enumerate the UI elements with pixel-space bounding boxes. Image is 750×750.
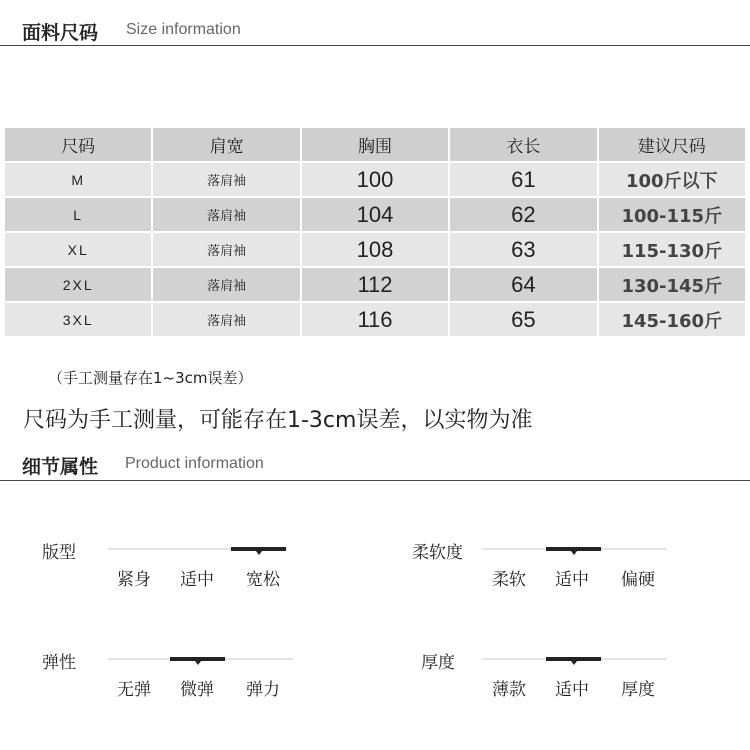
cell-shoulder: 落肩袖 <box>153 303 299 336</box>
table-row <box>5 233 745 266</box>
cell-chest: 100 <box>302 163 448 196</box>
attribute-label: 版型 <box>42 543 76 563</box>
product-section-subtitle: Product information <box>125 455 264 472</box>
table-row <box>5 163 745 196</box>
header-length: 衣长 <box>450 128 596 161</box>
cell-chest: 116 <box>302 303 448 336</box>
product-section-divider <box>0 480 750 481</box>
cell-shoulder: 落肩袖 <box>153 198 299 231</box>
cell-length: 63 <box>450 233 596 266</box>
attribute-selected-marker <box>546 657 601 661</box>
attribute-option: 弹力 <box>246 680 280 700</box>
size-section-header <box>0 0 750 46</box>
attribute-option: 厚度 <box>621 680 655 700</box>
size-table <box>3 126 747 338</box>
attribute-option: 适中 <box>555 570 589 590</box>
product-section-header <box>0 448 750 482</box>
attribute-selected-marker <box>546 547 601 551</box>
cell-chest: 112 <box>302 268 448 301</box>
size-section-subtitle: Size information <box>126 21 241 38</box>
attribute-elasticity <box>42 648 322 708</box>
header-shoulder: 肩宽 <box>153 128 299 161</box>
cell-size: 3XL <box>5 303 151 336</box>
cell-recommend: 130-145斤 <box>599 268 745 301</box>
cell-shoulder: 落肩袖 <box>153 268 299 301</box>
cell-recommend: 100斤以下 <box>599 163 745 196</box>
attribute-option: 无弹 <box>117 680 151 700</box>
table-row <box>5 268 745 301</box>
cell-length: 62 <box>450 198 596 231</box>
measurement-note-big: 尺码为手工测量，可能存在1-3cm误差，以实物为准 <box>23 408 533 433</box>
table-row <box>5 198 745 231</box>
cell-length: 65 <box>450 303 596 336</box>
size-section-title: 面料尺码 <box>22 22 99 44</box>
cell-recommend: 115-130斤 <box>599 233 745 266</box>
cell-chest: 108 <box>302 233 448 266</box>
header-recommend: 建议尺码 <box>599 128 745 161</box>
attribute-softness <box>412 538 692 598</box>
attribute-option: 偏硬 <box>621 570 655 590</box>
attribute-selected-marker <box>231 547 286 551</box>
attribute-option: 宽松 <box>246 570 280 590</box>
cell-size: M <box>5 163 151 196</box>
attribute-option: 柔软 <box>492 570 526 590</box>
cell-length: 64 <box>450 268 596 301</box>
measurement-note-small: （手工测量存在1~3cm误差） <box>48 369 253 387</box>
table-row <box>5 303 745 336</box>
header-size: 尺码 <box>5 128 151 161</box>
header-chest: 胸围 <box>302 128 448 161</box>
attribute-option: 适中 <box>555 680 589 700</box>
cell-size: XL <box>5 233 151 266</box>
attribute-option: 薄款 <box>492 680 526 700</box>
size-section-divider <box>0 45 750 46</box>
cell-length: 61 <box>450 163 596 196</box>
product-section-title: 细节属性 <box>22 456 99 478</box>
attribute-option: 紧身 <box>117 570 151 590</box>
attribute-label: 柔软度 <box>412 543 463 563</box>
size-table-header-row <box>5 128 745 161</box>
attribute-fit <box>42 538 322 598</box>
cell-chest: 104 <box>302 198 448 231</box>
cell-size: L <box>5 198 151 231</box>
cell-size: 2XL <box>5 268 151 301</box>
attribute-label: 厚度 <box>421 653 455 673</box>
attribute-option: 微弹 <box>180 680 214 700</box>
cell-recommend: 145-160斤 <box>599 303 745 336</box>
cell-recommend: 100-115斤 <box>599 198 745 231</box>
attribute-option: 适中 <box>180 570 214 590</box>
cell-shoulder: 落肩袖 <box>153 233 299 266</box>
attribute-label: 弹性 <box>42 653 76 673</box>
cell-shoulder: 落肩袖 <box>153 163 299 196</box>
attribute-selected-marker <box>170 657 225 661</box>
attribute-thickness <box>421 648 701 708</box>
